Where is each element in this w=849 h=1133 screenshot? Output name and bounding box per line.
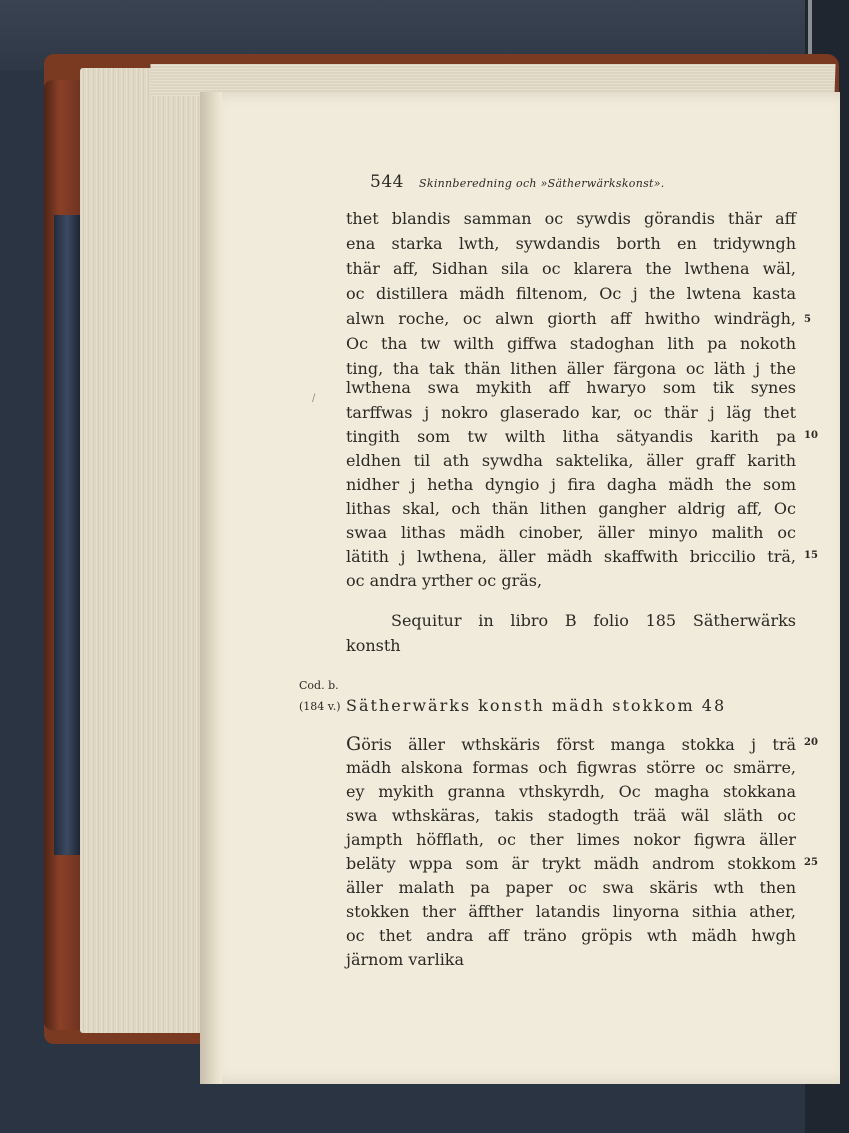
text-line: ting, tha tak thän lithen äller färgona oc läth j the — [346, 359, 796, 378]
text-line: mädh alskona formas och figwras större oc smärre, — [346, 758, 796, 777]
text-line: swa wthskäras, takis stadogth trää wäl släth oc — [346, 806, 796, 825]
text-line: alwn roche, oc alwn giorth aff hwitho windrägh, — [346, 309, 796, 328]
text-line: jampth höfflath, oc ther limes nokor figwra äller — [346, 830, 796, 849]
pencil-mark: / — [312, 393, 316, 404]
text-line: Oc tha tw wilth giffwa stadoghan lith pa nokoth — [346, 334, 796, 353]
text-line: järnom varlika — [346, 950, 465, 969]
section-heading: Sätherwärks konsth mädh stokkom 48 — [346, 696, 727, 715]
marginal-note: Cod. b. — [299, 679, 339, 692]
marginal-note: (184 v.) — [299, 700, 341, 713]
first-line-text: öris äller wthskäris först manga stokka j trä — [361, 735, 796, 754]
text-line: oc distillera mädh filtenom, Oc j the lwtena kasta — [346, 284, 796, 303]
text-line: thet blandis samman oc sywdis görandis thär aff — [346, 209, 796, 228]
text-line: oc andra yrther oc gräs, — [346, 571, 543, 590]
text-line: nidher j hetha dyngio j fira dagha mädh the som — [346, 475, 796, 494]
line-number: 15 — [804, 550, 818, 561]
drop-capital: G — [346, 733, 362, 755]
text-line: eldhen til ath sywdha saktelika, äller graff karith — [346, 451, 796, 470]
text-line: lithas skal, och thän lithen gangher aldrig aff, Oc — [346, 499, 796, 518]
text-line: swaa lithas mädh cinober, äller minyo malith oc — [346, 523, 796, 542]
text-line: oc thet andra aff träno gröpis wth mädh hwgh — [346, 926, 796, 945]
text-line: ey mykith granna vthskyrdh, Oc magha stokkana — [346, 782, 796, 801]
page-edges-left — [80, 68, 220, 1033]
page-gutter-shadow — [200, 92, 222, 1084]
spine-marbling — [54, 215, 80, 855]
text-line: tarffwas j nokro glaserado kar, oc thär j läg thet — [346, 403, 796, 422]
text-line: lätith j lwthena, äller mädh skaffwith briccilio trä, — [346, 547, 796, 566]
sequitur-line: Sequitur in libro B folio 185 Sätherwärks — [391, 611, 796, 630]
line-number: 10 — [804, 430, 818, 441]
running-header — [370, 172, 665, 198]
text-line: thär aff, Sidhan sila oc klarera the lwthena wäl, — [346, 259, 796, 278]
text-line: lwthena swa mykith aff hwaryo som tik synes — [346, 378, 796, 397]
line-number: 20 — [804, 737, 818, 748]
running-title: Skinnberedning och »Sätherwärkskonst». — [419, 177, 665, 190]
text-line: stokken ther äffther latandis linyorna sithia ather, — [346, 902, 796, 921]
text-line-first — [346, 733, 796, 756]
text-line: ena starka lwth, sywdandis borth en tridywngh — [346, 234, 796, 253]
text-line: beläty wppa som är trykt mädh androm stokkom — [346, 854, 796, 873]
text-line: äller malath pa paper oc swa skäris wth then — [346, 878, 796, 897]
sequitur-line: konsth — [346, 636, 401, 655]
line-number: 25 — [804, 857, 818, 868]
page-number: 544 — [370, 172, 404, 192]
text-line: tingith som tw wilth litha sätyandis karith pa — [346, 427, 796, 446]
line-number: 5 — [804, 314, 811, 325]
